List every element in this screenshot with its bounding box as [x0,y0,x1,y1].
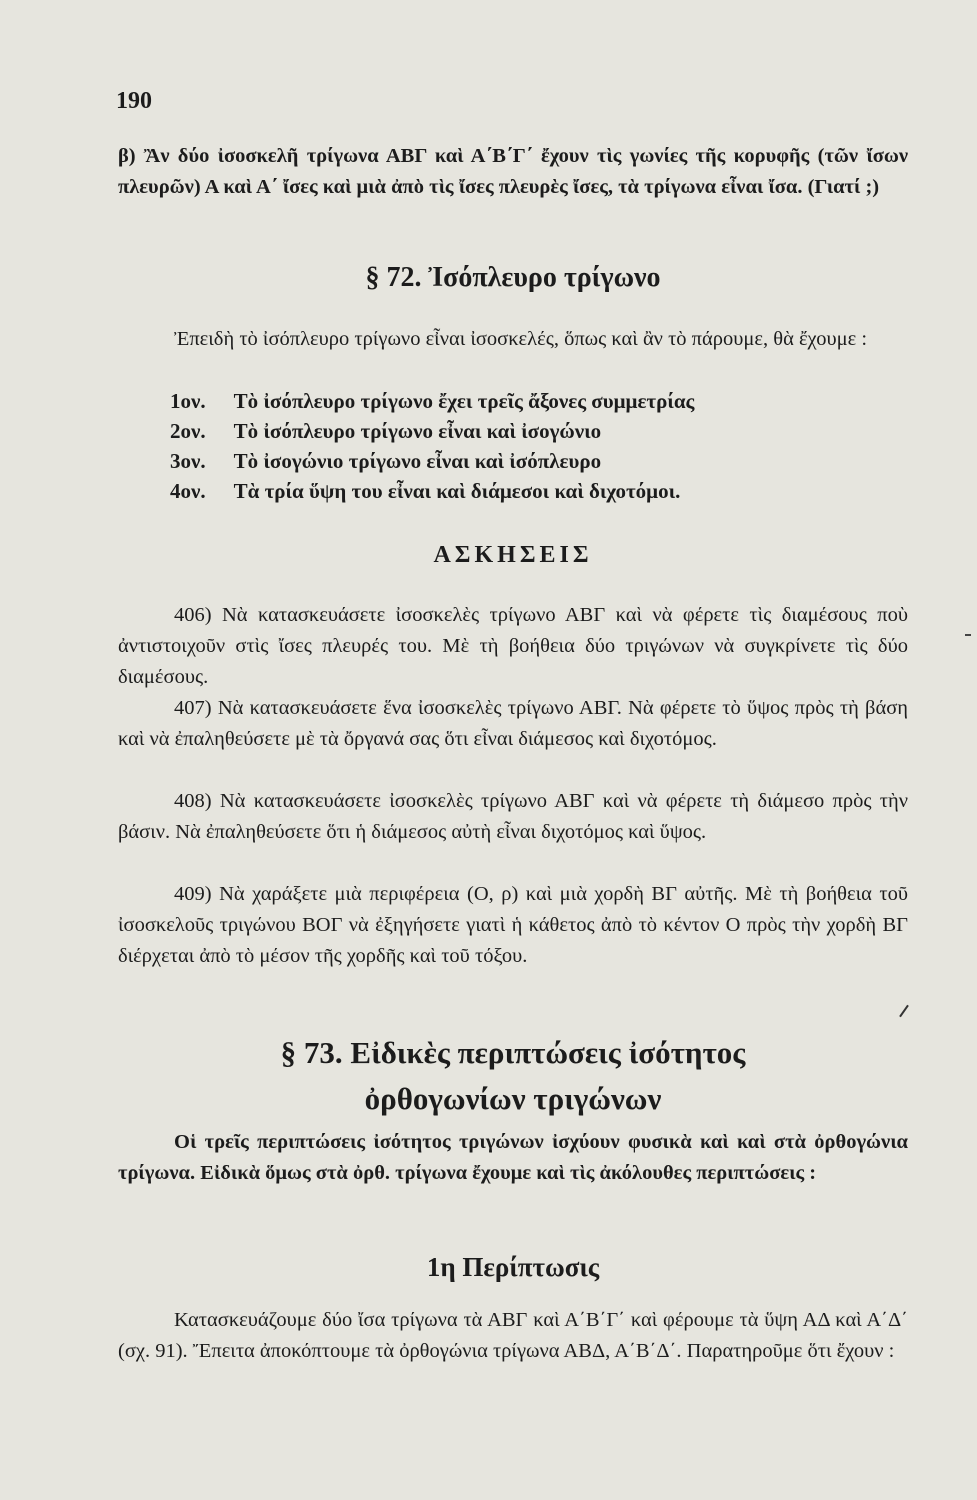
section-73-title-line1: § 73. Εἰδικὲς περιπτώσεις ἰσότητος [280,1035,746,1070]
list-item: 2ον. Τὸ ἰσόπλευρο τρίγωνο εἶναι καὶ ἰσογώνιο [170,419,602,443]
section-73-title-line2: ὀρθογωνίων τριγώνων [364,1081,662,1116]
section-73-title [118,1030,908,1122]
section-72-intro: Ἐπειδὴ τὸ ἰσόπλευρο τρίγωνο εἶναι ἰσοσκελές, ὅπως καὶ ἂν τὸ πάρουμε, θὰ ἔχουμε : [174,328,868,350]
section-72-title: § 72. Ἰσόπλευρο τρίγωνο [365,262,661,293]
exercise-408: 408) Νὰ κατασκευάσετε ἰσοσκελὲς τρίγωνο ΑΒΓ καὶ νὰ φέρετε τὴ διάμεσο πρὸς τὴν βάσιν. Νὰ ἐπαληθεύσετε ὅτι ἡ διάμεσος αὐτὴ εἶναι διχοτόμος καὶ ὕψος. [118,790,908,843]
case-1-text: Κατασκευάζουμε δύο ἴσα τρίγωνα τὰ ΑΒΓ καὶ Α΄Β΄Γ΄ καὶ φέρουμε τὰ ὕψη ΑΔ καὶ Α΄Δ΄ (σχ. 91). Ἔπειτα ἀποκόπτουμε τὰ ὀρθογώνια τρίγωνα ΑΒΔ, Α΄Β΄Δ΄. Παρατηροῦμε ὅτι ἔχουν : [118,1309,908,1362]
exercise-407: 407) Νὰ κατασκευάσετε ἕνα ἰσοσκελὲς τρίγωνο ΑΒΓ. Νὰ φέρετε τὸ ὕψος πρὸς τὴ βάση καὶ νὰ ἐπαληθεύσετε μὲ τὰ ὄργανά σας ὅτι εἶναι διάμεσος καὶ διχοτόμος. [118,697,908,750]
list-item: 3ον. Τὸ ἰσογώνιο τρίγωνο εἶναι καὶ ἰσόπλευρο [170,449,602,473]
property-list [170,386,910,506]
page-number: 190 [116,88,152,114]
exercise-406: 406) Νὰ κατασκευάσετε ἰσοσκελὲς τρίγωνο ΑΒΓ καὶ νὰ φέρετε τὶς διαμέσους ποὺ ἀντιστοιχοῦν στὶς ἴσες πλευρές του. Μὲ τὴ βοήθεια δύο τριγώνων νὰ συγκρίνετε τὶς δύο διαμέσους. [118,604,908,688]
exercises-title: ΑΣΚΗΣΕΙΣ [433,542,593,568]
section-73-intro: Οἱ τρεῖς περιπτώσεις ἰσότητος τριγώνων ἰσχύουν φυσικὰ καὶ καὶ στὰ ὀρθογώνια τρίγωνα. Εἰδικὰ ὅμως στὰ ὀρθ. τρίγωνα ἔχουμε καὶ τὶς ἀκόλουθες περιπτώσεις : [118,1131,908,1184]
list-item: 4ον. Τὰ τρία ὕψη του εἶναι καὶ διάμεσοι καὶ διχοτόμοι. [170,479,681,503]
exercise-409: 409) Νὰ χαράξετε μιὰ περιφέρεια (Ο, ρ) καὶ μιὰ χορδὴ ΒΓ αὐτῆς. Μὲ τὴ βοήθεια τοῦ ἰσοσκελοῦς τριγώνου ΒΟΓ νὰ ἐξηγήσετε γιατὶ ἡ κάθετος ἀπὸ τὸ κέντον Ο πρὸς τὴν χορδὴ ΒΓ διέρχεται ἀπὸ τὸ μέσον τῆς χορδῆς καὶ τοῦ τόξου. [118,883,908,967]
list-item: 1ον. Τὸ ἰσόπλευρο τρίγωνο ἔχει τρεῖς ἄξονες συμμετρίας [170,389,695,413]
pencil-mark [899,1005,909,1018]
margin-mark [965,634,971,636]
beta-paragraph: β) Ἂν δύο ἰσοσκελῆ τρίγωνα ΑΒΓ καὶ Α΄Β΄Γ΄ ἔχουν τὶς γωνίες τῆς κορυφῆς (τῶν ἴσων πλευρῶν) Α καὶ Α΄ ἴσες καὶ μιὰ ἀπὸ τὶς ἴσες πλευρὲς ἴσες, τὰ τρίγωνα εἶναι ἴσα. (Γιατί ;) [118,145,908,198]
case-1-title: 1η Περίπτωσις [426,1252,600,1282]
